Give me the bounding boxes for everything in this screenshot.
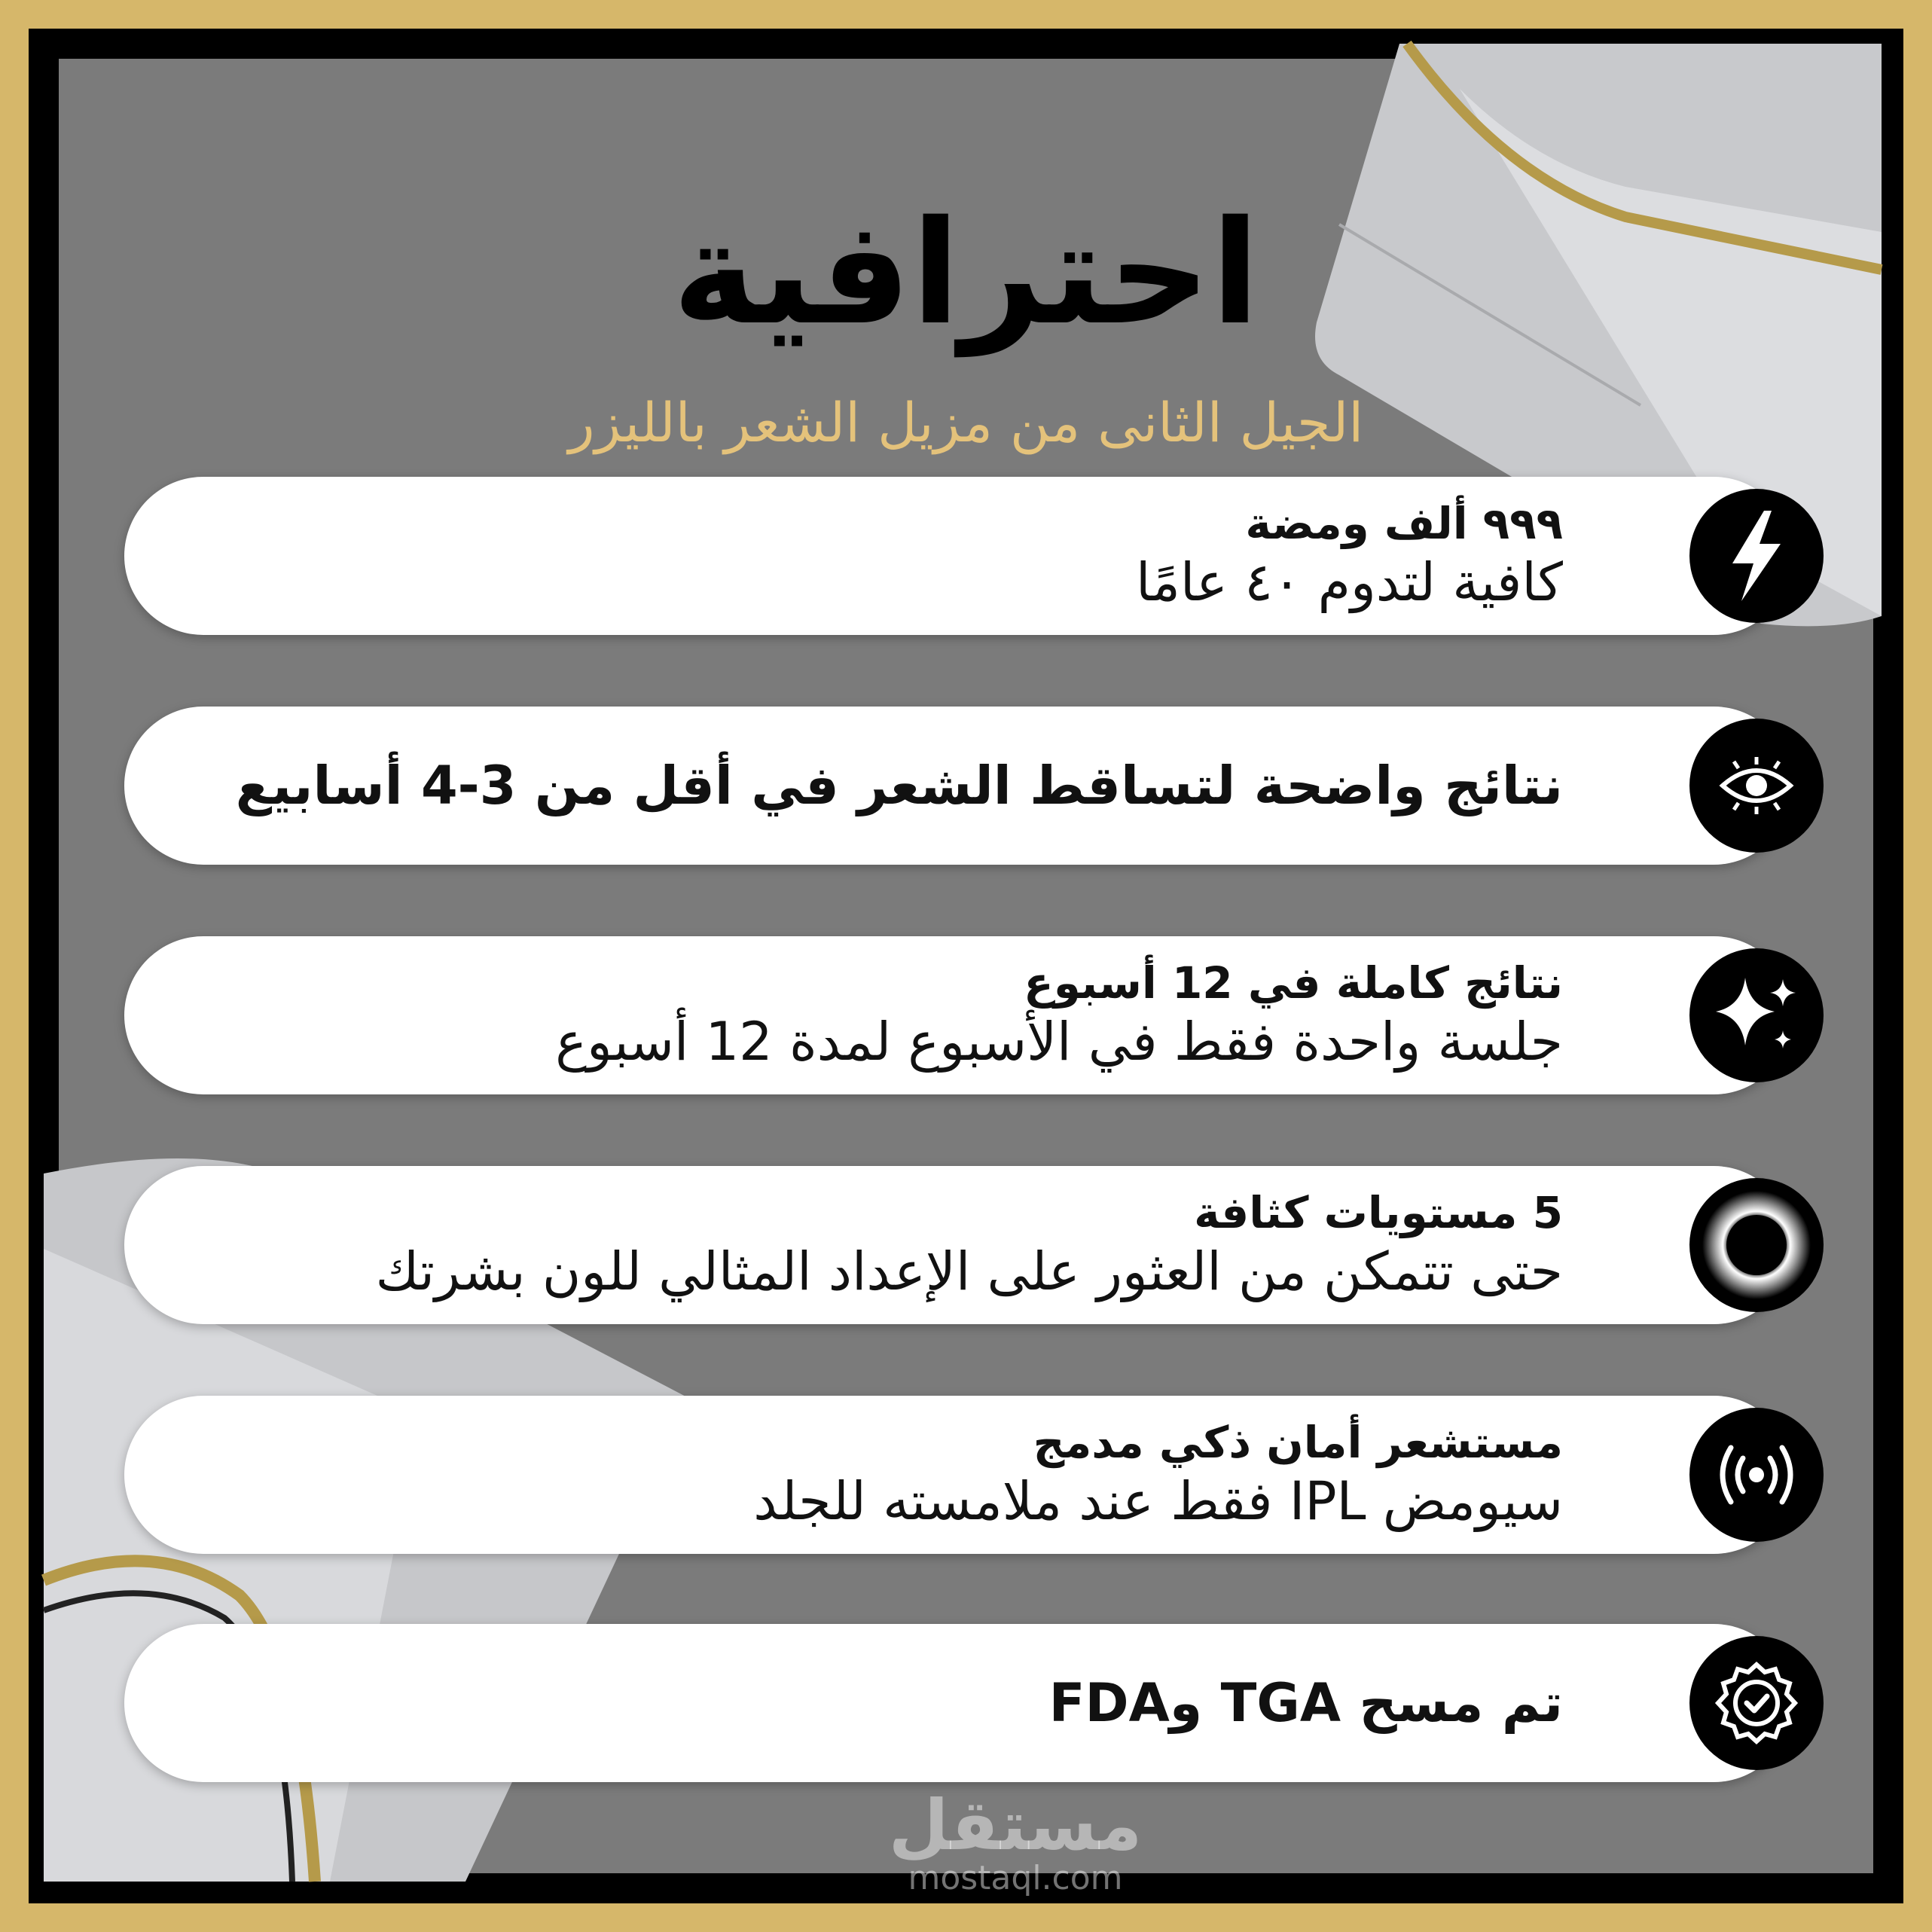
feature-title: ٩٩٩ ألف ومضة [1245,498,1563,550]
glow-ring-icon [1689,1178,1824,1312]
watermark [842,1785,1189,1897]
feature-card-full-results [124,936,1793,1094]
certified-badge-icon [1689,1636,1824,1770]
sensor-waves-icon [1689,1408,1824,1542]
feature-title: تم مسح TGA وFDA [1048,1672,1563,1734]
feature-description: جلسة واحدة فقط في الأسبوع لمدة 12 أسبوع [555,1010,1563,1073]
watermark-domain: mostaql.com [908,1859,1123,1897]
lightning-icon [1689,489,1824,623]
page-title: احترافية [672,190,1260,356]
watermark-brand: مستقل [888,1785,1143,1866]
feature-description: كافية لتدوم ٤٠ عامًا [1136,551,1563,613]
content-panel [59,59,1873,1897]
feature-card-intensity [124,1166,1793,1324]
feature-title: نتائج واضحة لتساقط الشعر في أقل من 3-4 أسابيع [235,755,1563,816]
feature-title: مستشعر أمان ذكي مدمج [1033,1417,1563,1469]
page-subtitle: الجيل الثانى من مزيل الشعر بالليزر [568,391,1364,454]
feature-description: سيومض IPL فقط عند ملامسته للجلد [753,1470,1563,1532]
sparkles-icon [1689,948,1824,1082]
feature-title: نتائج كاملة في 12 أسبوع [1024,957,1563,1009]
feature-title: 5 مستويات كثافة [1194,1187,1563,1239]
feature-card-results [124,707,1793,865]
feature-card-sensor [124,1396,1793,1554]
eye-icon [1689,719,1824,853]
feature-description: حتى تتمكن من العثور على الإعداد المثالي للون بشرتك [375,1240,1563,1302]
feature-card-flashes [124,477,1793,635]
feature-card-certification [124,1624,1793,1782]
